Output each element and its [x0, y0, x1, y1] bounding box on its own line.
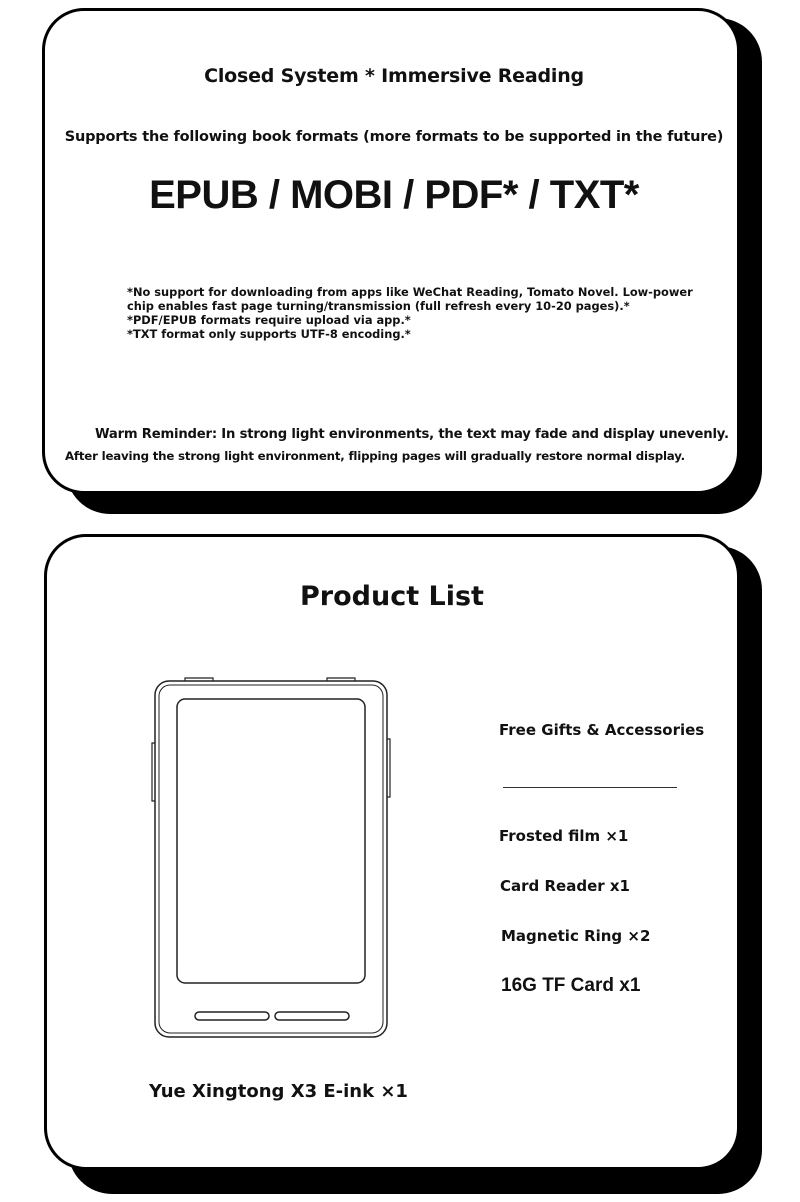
- accessory-item: Frosted film ×1: [499, 827, 629, 845]
- format-note: *TXT format only supports UTF-8 encoding.*: [127, 327, 411, 341]
- accessory-item: 16G TF Card x1: [501, 975, 641, 996]
- format-panel: [42, 8, 740, 494]
- product-list-title: Product List: [300, 581, 484, 612]
- accessories-divider: [503, 787, 677, 788]
- device-caption: Yue Xingtong X3 E-ink ×1: [149, 1081, 408, 1102]
- e-reader-device-icon: [149, 677, 395, 1041]
- formats-list: EPUB / MOBI / PDF* / TXT*: [149, 173, 639, 217]
- format-notes: [127, 285, 697, 341]
- accessories-heading: Free Gifts & Accessories: [499, 721, 705, 739]
- accessory-item: Magnetic Ring ×2: [501, 927, 651, 945]
- accessory-item: Card Reader x1: [500, 877, 630, 895]
- warm-reminder: Warm Reminder: In strong light environments, the text may fade and display unevenly.: [95, 427, 729, 442]
- format-note: *PDF/EPUB formats require upload via app.*: [127, 313, 411, 327]
- format-note: *No support for downloading from apps like WeChat Reading, Tomato Novel. Low-power: [127, 285, 693, 299]
- formats-intro: Supports the following book formats (more formats to be supported in the future): [64, 129, 724, 145]
- product-list-panel: [44, 534, 740, 1170]
- format-note: chip enables fast page turning/transmission (full refresh every 10-20 pages).*: [127, 299, 630, 313]
- warm-reminder-followup: After leaving the strong light environment, flipping pages will gradually restore normal display.: [65, 449, 685, 463]
- tagline: Closed System * Immersive Reading: [204, 65, 584, 87]
